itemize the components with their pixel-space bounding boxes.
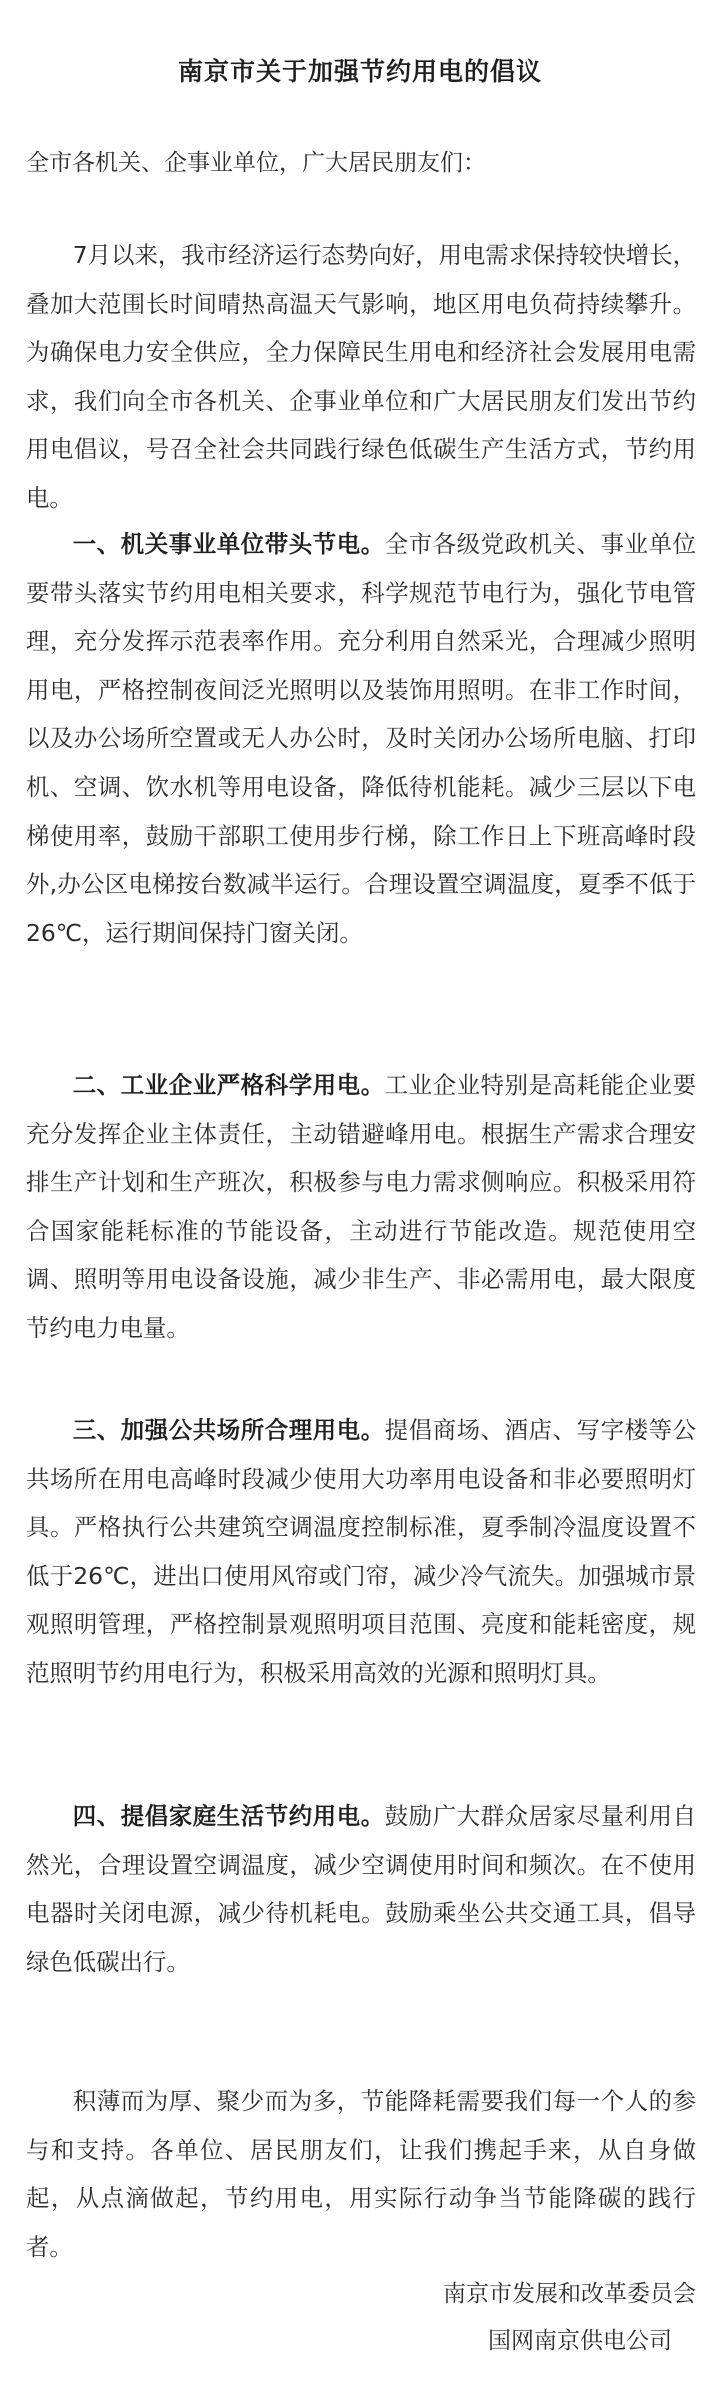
signatory-ndrc: 南京市发展和改革委员会 [443, 2281, 696, 2307]
section-2-paragraph [26, 1061, 696, 1353]
section-3-body: 提倡商场、酒店、写字楼等公共场所在用电高峰时段减少使用大功率用电设备和非必要照明灯具。严格执行公共建筑空调温度控制标准，夏季制冷温度设置不低于26℃，进出口使用风帘或门帘，减少冷气流失。加强城市景观照明管理，严格控制景观照明项目范围、亮度和能耗密度，规范照明节约用电行为，积极采用高效的光源和照明灯具。 [26, 1416, 697, 1687]
section-2-heading: 二、工业企业严格科学用电。 [72, 1071, 385, 1099]
signatory-power-company: 国网南京供电公司 [488, 2328, 672, 2354]
section-4-body: 鼓励广大群众居家尽量利用自然光，合理设置空调温度，减少空调使用时间和频次。在不使用电器时关闭电源，减少待机耗电。鼓励乘坐公共交通工具，倡导绿色低碳出行。 [26, 1802, 697, 1976]
section-1-body: 全市各级党政机关、事业单位要带头落实节约用电相关要求，科学规范节电行为，强化节电管理，充分发挥示范表率作用。充分利用自然采光，合理减少照明用电，严格控制夜间泛光照明以及装饰用照明。在非工作时间，以及办公场所空置或无人办公时，及时关闭办公场所电脑、打印机、空调、饮水机等用电设备，降低待机能耗。减少三层以下电梯使用率，鼓励干部职工使用步行梯，除工作日上下班高峰时段外,办公区电梯按台数减半运行。合理设置空调温度，夏季不低于26℃，运行期间保持门窗关闭。 [26, 530, 697, 947]
closing-paragraph: 积薄而为厚、聚少而为多，节能降耗需要我们每一个人的参与和支持。各单位、居民朋友们，让我们携起手来，从自身做起，从点滴做起，节约用电，用实际行动争当节能降碳的践行者。 [26, 2087, 696, 2261]
intro-paragraph: 7月以来，我市经济运行态势向好，用电需求保持较快增长，叠加大范围长时间晴热高温天气影响，地区用电负荷持续攀升。为确保电力安全供应，全力保障民生用电和经济社会发展用电需求，我们向全市各机关、企事业单位和广大居民朋友们发出节约用电倡议，号召全社会共同践行绿色低碳生产生活方式，节约用电。 [26, 241, 696, 512]
section-4-heading: 四、提倡家庭生活节约用电。 [72, 1802, 385, 1830]
salutation: 全市各机关、企事业单位，广大居民朋友们： [26, 150, 486, 176]
section-2-body: 工业企业特别是高耗能企业要充分发挥企业主体责任，主动错避峰用电。根据生产需求合理安排生产计划和生产班次，积极参与电力需求侧响应。积极采用符合国家能耗标准的节能设备，主动进行节能改造。规范使用空调、照明等用电设备设施，减少非生产、非必需用电，最大限度节约电力电量。 [26, 1071, 697, 1342]
section-1-paragraph [26, 520, 696, 957]
document-title: 南京市关于加强节约用电的倡议 [177, 57, 542, 86]
section-4-paragraph [26, 1792, 696, 1986]
section-3-heading: 三、加强公共场所合理用电。 [72, 1416, 385, 1444]
section-3-paragraph [26, 1406, 696, 1698]
section-1-heading: 一、机关事业单位带头节电。 [72, 530, 385, 558]
